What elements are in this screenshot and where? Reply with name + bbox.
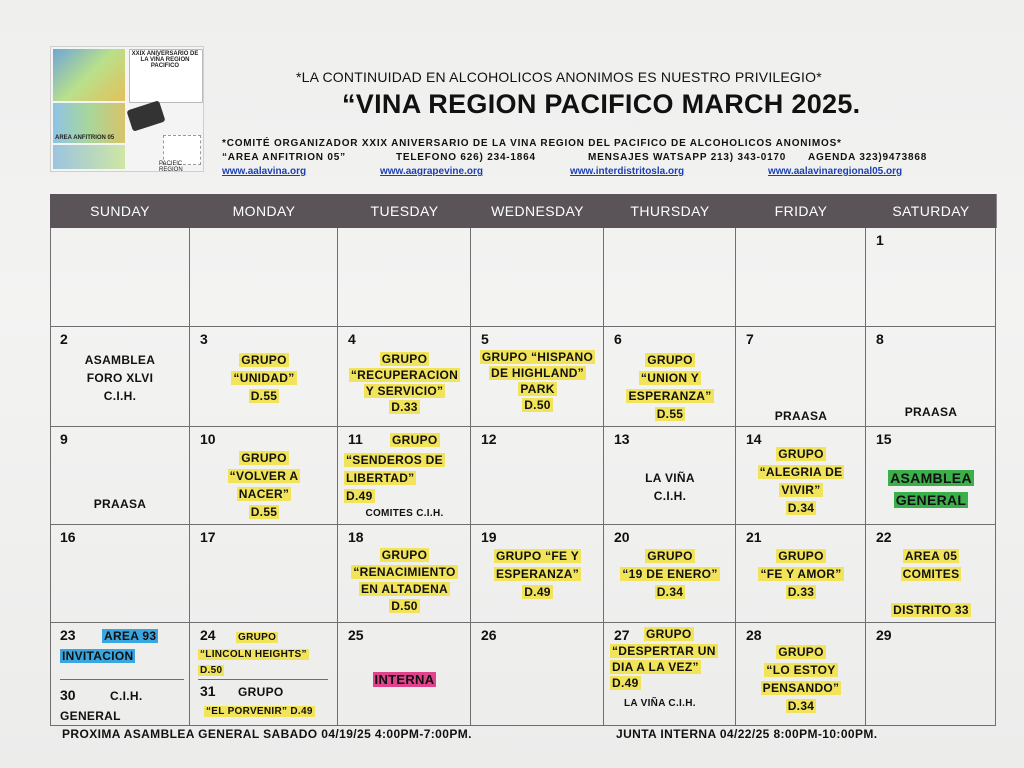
day-number: 29: [876, 627, 892, 643]
weekday-monday: MONDAY: [190, 194, 339, 228]
day-number: 24: [200, 627, 216, 643]
event-line: D.55: [250, 505, 278, 519]
day-cell-8[interactable]: [866, 327, 996, 427]
day-cell-13[interactable]: [604, 427, 736, 525]
day-cell-18[interactable]: [338, 525, 471, 623]
event-line: “UNIDAD”: [233, 371, 295, 385]
event-line: D.34: [787, 501, 815, 515]
event-line: “VOLVER A: [229, 469, 299, 483]
event-line: COMITES: [902, 567, 960, 581]
event-line: GRUPO: [646, 627, 692, 641]
event-line: DIA A LA VEZ”: [612, 660, 699, 674]
day-number: 9: [60, 431, 68, 447]
event-line: “ALEGRIA DE: [759, 465, 843, 479]
event-line: GRUPO: [238, 632, 277, 643]
motto: *LA CONTINUIDAD EN ALCOHOLICOS ANONIMOS ES NUESTRO PRIVILEGIO*: [296, 69, 822, 85]
day-cell-empty: [604, 228, 736, 327]
day-cell-16[interactable]: [50, 525, 190, 623]
event-grupo-hispano: [471, 349, 604, 413]
event-line: DISTRITO 33: [893, 603, 969, 617]
event-line: D.33: [391, 400, 418, 414]
day-cell-21[interactable]: [736, 525, 866, 623]
event-area-05-comites: [866, 547, 996, 583]
event-asamblea-foro: [50, 351, 190, 405]
day-number: 1: [876, 232, 884, 248]
event-line: VIVIR”: [781, 483, 821, 497]
event-grupo-lincoln-label: [236, 629, 278, 647]
day-cell-2[interactable]: [50, 327, 190, 427]
agenda-number: AGENDA 323)9473868: [808, 152, 928, 163]
day-number: 5: [481, 331, 489, 347]
day-cell-3[interactable]: [190, 327, 338, 427]
day-cell-22[interactable]: [866, 525, 996, 623]
weekday-friday: FRIDAY: [736, 194, 867, 228]
committee-line: *COMITÉ ORGANIZADOR XXIX ANIVERSARIO DE LA VINA REGION DEL PACIFICO DE ALCOHOLICOS ANONIMOS*: [222, 138, 842, 149]
event-line: D.50: [200, 665, 223, 676]
event-line: “SENDEROS DE: [346, 453, 443, 467]
day-number: 23: [60, 627, 76, 643]
day-cell-empty: [50, 228, 190, 327]
event-cih: C.I.H.: [110, 689, 143, 703]
internal-meeting-note: JUNTA INTERNA 04/22/25 8:00PM-10:00PM.: [616, 727, 878, 741]
area-host: “AREA ANFITRION 05”: [222, 152, 346, 163]
day-cell-25[interactable]: [338, 623, 471, 726]
logo-caption: XXIX ANIVERSARIO DE LA VIÑA REGION PACIFICO: [131, 51, 199, 69]
phone-number: TELEFONO 626) 234-1864: [396, 152, 536, 163]
event-line: ASAMBLEA: [84, 353, 156, 367]
day-cell-27[interactable]: [604, 623, 736, 726]
event-line: NACER”: [238, 487, 290, 501]
event-line: AREA 05: [904, 549, 958, 563]
day-number: 22: [876, 529, 892, 545]
day-cell-10[interactable]: [190, 427, 338, 525]
day-cell-4[interactable]: [338, 327, 471, 427]
event-line: D.55: [250, 389, 278, 403]
event-line: GRUPO: [778, 549, 824, 563]
event-line: GRUPO “HISPANO: [481, 350, 594, 364]
whatsapp-number: MENSAJES WATSAPP 213) 343-0170: [588, 152, 787, 163]
day-number: 10: [200, 431, 216, 447]
event-line: GRUPO: [647, 353, 693, 367]
day-cell-19[interactable]: [471, 525, 604, 623]
day-number: 14: [746, 431, 762, 447]
link-aagrapevine[interactable]: www.aagrapevine.org: [380, 166, 483, 177]
event-la-vina-cih: LA VIÑA C.I.H.: [624, 698, 696, 709]
event-grupo-union: [604, 351, 736, 423]
day-cell-5[interactable]: [471, 327, 604, 427]
event-grupo-despertar: [610, 643, 718, 691]
logo-book-image: [126, 100, 165, 131]
day-number: 12: [481, 431, 497, 447]
event-line: “RENACIMIENTO: [353, 565, 456, 579]
day-number: 3: [200, 331, 208, 347]
event-line: LIBERTAD”: [346, 471, 415, 485]
day-number: 7: [746, 331, 754, 347]
event-line: D.49: [524, 585, 551, 599]
event-grupo-fe-esperanza: [471, 547, 604, 601]
event-grupo-volver: [190, 449, 338, 521]
day-cell-empty: [338, 228, 471, 327]
event-line: D.49: [346, 489, 373, 503]
event-general: GENERAL: [60, 709, 121, 723]
day-number: 31: [200, 683, 216, 699]
day-number: 4: [348, 331, 356, 347]
event-grupo-renacimiento: [338, 547, 471, 615]
next-assembly-note: PROXIMA ASAMBLEA GENERAL SABADO 04/19/25 4:00PM-7:00PM.: [62, 727, 472, 741]
day-number: 11: [348, 431, 363, 447]
event-distrito-33: [866, 601, 996, 619]
event-line: D.34: [787, 699, 815, 713]
day-number: 13: [614, 431, 630, 447]
day-number: 6: [614, 331, 622, 347]
day-cell-24-31[interactable]: [190, 623, 338, 726]
event-line: “UNION Y: [640, 371, 700, 385]
day-number: 17: [200, 529, 216, 545]
event-interna: [338, 671, 471, 689]
day-cell-12[interactable]: [471, 427, 604, 525]
weekday-saturday: SATURDAY: [866, 194, 997, 228]
event-line: GRUPO: [241, 451, 287, 465]
event-line: “DESPERTAR UN: [612, 644, 716, 658]
event-line: Y SERVICIO”: [365, 384, 444, 398]
event-grupo-despertar-label: [644, 625, 694, 643]
event-line: GRUPO: [392, 433, 438, 447]
event-line: ASAMBLEA: [890, 470, 972, 486]
event-line: D.50: [391, 599, 418, 613]
link-aalavina[interactable]: www.aalavina.org: [222, 166, 307, 177]
event-line: GRUPO: [647, 549, 693, 563]
weekday-wednesday: WEDNESDAY: [471, 194, 605, 228]
event-asamblea-general: [866, 467, 996, 511]
event-line: AREA 93: [104, 629, 157, 643]
day-number: 21: [746, 529, 762, 545]
event-line: ESPERANZA”: [495, 567, 579, 581]
event-line: GRUPO “FE Y: [495, 549, 580, 563]
event-grupo-unidad: [190, 351, 338, 405]
day-number: 30: [60, 687, 76, 703]
cell-divider: [198, 679, 328, 680]
event-line: C.I.H.: [103, 389, 137, 403]
day-number: 26: [481, 627, 497, 643]
event-line: D.49: [612, 676, 639, 690]
weekday-thursday: THURSDAY: [604, 194, 737, 228]
day-cell-9[interactable]: [50, 427, 190, 525]
event-line: GRUPO: [241, 353, 287, 367]
event-line: EN ALTADENA: [360, 582, 449, 596]
day-number: 15: [876, 431, 892, 447]
event-line: LA VIÑA: [645, 471, 695, 485]
event-grupo-recuperacion: [338, 351, 471, 415]
event-praasa: PRAASA: [904, 405, 958, 419]
day-number: 8: [876, 331, 884, 347]
event-line: GRUPO: [778, 447, 824, 461]
day-cell-6[interactable]: [604, 327, 736, 427]
link-interdistritosla[interactable]: www.interdistritosla.org: [570, 166, 685, 177]
logo-area-caption: AREA ANFITRION 05: [55, 135, 115, 141]
logo-region-caption: PACIFIC REGION: [159, 161, 183, 172]
day-cell-23-30[interactable]: [50, 623, 190, 726]
event-grupo-lincoln: [198, 647, 309, 679]
event-grupo-porvenir: [204, 703, 315, 721]
event-grupo-lo-estoy: [736, 643, 866, 715]
day-number: 27: [614, 627, 630, 643]
event-grupo-senderos-label: [390, 431, 440, 449]
calendar-grid: [50, 194, 996, 726]
event-line: “LINCOLN HEIGHTS”: [200, 649, 307, 660]
event-la-vina-cih: [604, 469, 736, 505]
event-line: “EL PORVENIR” D.49: [206, 706, 313, 717]
event-line: PARK: [520, 382, 555, 396]
day-number: 28: [746, 627, 762, 643]
day-cell-14[interactable]: [736, 427, 866, 525]
event-line: GRUPO: [778, 645, 824, 659]
event-line: FORO XLVI: [86, 371, 154, 385]
event-praasa: PRAASA: [93, 497, 147, 511]
day-cell-28[interactable]: [736, 623, 866, 726]
event-grupo-fe-amor: [736, 547, 866, 601]
event-line: ESPERANZA”: [628, 389, 712, 403]
event-line: INTERNA: [374, 672, 435, 687]
event-grupo-19-enero: [604, 547, 736, 601]
event-area-93: [102, 627, 158, 645]
day-cell-26[interactable]: [471, 623, 604, 726]
day-cell-empty: [471, 228, 604, 327]
weekday-tuesday: TUESDAY: [338, 194, 472, 228]
cell-divider: [60, 679, 184, 680]
logo-region-map: [53, 145, 125, 169]
day-cell-17[interactable]: [190, 525, 338, 623]
event-line: DE HIGHLAND”: [491, 366, 584, 380]
event-line: INVITACION: [62, 649, 134, 663]
event-line: D.34: [656, 585, 684, 599]
event-line: D.33: [787, 585, 815, 599]
event-praasa: PRAASA: [774, 409, 828, 423]
day-cell-empty: [736, 228, 866, 327]
link-aalavinaregional05[interactable]: www.aalavinaregional05.org: [768, 166, 903, 177]
event-line: “RECUPERACION: [350, 368, 459, 382]
event-invitacion: [60, 647, 135, 665]
event-grupo-senderos: [344, 451, 445, 505]
day-number: 19: [481, 529, 497, 545]
event-comites-cih: COMITES C.I.H.: [365, 508, 444, 519]
event-line: GRUPO: [381, 352, 428, 366]
event-line: “LO ESTOY: [766, 663, 836, 677]
event-grupo-alegria: [736, 445, 866, 517]
weekday-sunday: SUNDAY: [50, 194, 191, 228]
day-cell-11[interactable]: [338, 427, 471, 525]
event-line: GRUPO: [381, 548, 428, 562]
day-number: 20: [614, 529, 630, 545]
day-cell-15[interactable]: [866, 427, 996, 525]
event-grupo-porvenir-label: GRUPO: [238, 685, 284, 699]
day-cell-1[interactable]: [866, 228, 996, 327]
event-line: GENERAL: [895, 492, 967, 508]
day-number: 25: [348, 627, 364, 643]
event-line: “FE Y AMOR”: [760, 567, 842, 581]
page-title: “VINA REGION PACIFICO MARCH 2025.: [342, 89, 861, 119]
event-line: PENSANDO”: [762, 681, 840, 695]
day-cell-29[interactable]: [866, 623, 996, 726]
anniversary-logo: [50, 46, 204, 172]
day-cell-empty: [190, 228, 338, 327]
event-line: D.50: [524, 398, 551, 412]
event-line: C.I.H.: [653, 489, 687, 503]
day-number: 2: [60, 331, 68, 347]
day-number: 18: [348, 529, 364, 545]
event-line: “19 DE ENERO”: [622, 567, 718, 581]
day-cell-7[interactable]: [736, 327, 866, 427]
day-cell-20[interactable]: [604, 525, 736, 623]
day-number: 16: [60, 529, 76, 545]
logo-map-image: [53, 49, 125, 101]
event-line: D.55: [656, 407, 684, 421]
